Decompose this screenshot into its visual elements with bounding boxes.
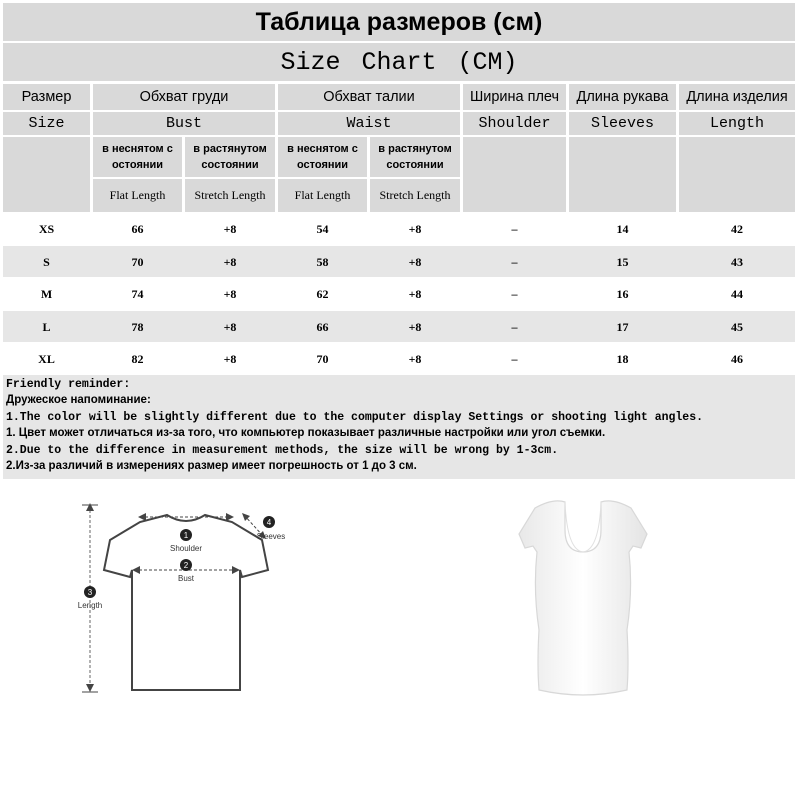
header-sleeves-ru: Длина рукава xyxy=(569,84,676,110)
cell-shoulder: – xyxy=(511,319,518,334)
svg-text:2: 2 xyxy=(183,561,189,570)
cell-length: 46 xyxy=(731,352,743,366)
cell-size: M xyxy=(40,287,53,301)
cell-waist-stretch: +8 xyxy=(408,254,422,269)
cell-length: 43 xyxy=(731,254,743,269)
cell-length: 42 xyxy=(731,222,743,236)
label-length: Length xyxy=(77,601,103,610)
cell-bust-stretch: +8 xyxy=(223,319,237,334)
subheader-waist-flat-ru: в неснятом с остоянии xyxy=(278,137,367,177)
header-shoulder-ru: Ширина плеч xyxy=(463,84,566,110)
note-reminder-en: Friendly reminder: xyxy=(6,378,131,391)
note-line2-en: 2.Due to the difference in measurement methods, the size will be wrong by 1-3cm. xyxy=(6,444,559,457)
svg-text:1: 1 xyxy=(183,531,189,540)
header-length-ru: Длина изделия xyxy=(679,84,795,110)
label-bust: Bust xyxy=(177,574,195,583)
cell-waist-flat: 58 xyxy=(316,254,329,269)
header-size-en: Size xyxy=(3,112,90,135)
cell-size: XS xyxy=(38,222,55,236)
cell-bust-flat: 78 xyxy=(131,319,144,334)
cell-sleeves: 15 xyxy=(616,254,629,269)
cell-bust-stretch: +8 xyxy=(223,287,237,301)
subheader-waist-flat-en: Flat Length xyxy=(278,179,367,212)
cell-bust-flat: 70 xyxy=(131,254,144,269)
note-reminder-ru: Дружеское напоминание: xyxy=(6,394,151,406)
cell-sleeves: 14 xyxy=(616,222,629,236)
cell-length: 45 xyxy=(731,319,743,334)
cell-shoulder: – xyxy=(511,222,518,236)
cell-length: 44 xyxy=(731,287,743,301)
cell-bust-flat: 66 xyxy=(131,222,144,236)
cell-size: XL xyxy=(38,352,55,366)
svg-text:3: 3 xyxy=(87,588,93,597)
cell-size: L xyxy=(42,319,51,334)
note-line1-ru: 1. Цвет может отличаться из-за того, что компьютер показывает различные настройки или угол съемки. xyxy=(6,427,606,439)
subheader-bust-flat-ru: в неснятом с остоянии xyxy=(93,137,182,177)
cell-waist-stretch: +8 xyxy=(408,352,422,366)
cell-waist-stretch: +8 xyxy=(408,319,422,334)
tshirt-outline xyxy=(104,515,268,690)
cell-waist-flat: 66 xyxy=(316,319,329,334)
title-english: Size Chart (CM) xyxy=(3,43,795,81)
cell-size: S xyxy=(43,254,50,269)
subheader-waist-stretch-ru: в растянутом состоянии xyxy=(370,137,460,177)
label-shoulder: Shoulder xyxy=(169,544,203,553)
subheader-size-blank xyxy=(3,137,90,212)
cell-waist-flat: 62 xyxy=(316,287,329,301)
cell-shoulder: – xyxy=(511,287,518,301)
cell-bust-flat: 82 xyxy=(131,352,144,366)
measurement-diagram xyxy=(72,495,302,700)
label-sleeves: Sleeves xyxy=(256,532,286,541)
header-shoulder-en: Shoulder xyxy=(463,112,566,135)
header-length-en: Length xyxy=(679,112,795,135)
header-waist-en: Waist xyxy=(278,112,460,135)
cell-bust-stretch: +8 xyxy=(223,352,237,366)
header-bust-en: Bust xyxy=(93,112,275,135)
cell-sleeves: 16 xyxy=(616,287,629,301)
header-sleeves-en: Sleeves xyxy=(569,112,676,135)
title-russian: Таблица размеров (см) xyxy=(3,3,795,41)
header-waist-ru: Обхват талии xyxy=(278,84,460,110)
header-size-ru: Размер xyxy=(3,84,90,110)
cell-sleeves: 17 xyxy=(616,319,629,334)
header-bust-ru: Обхват груди xyxy=(93,84,275,110)
note-line1-en: 1.The color will be slightly different due to the computer display Settings or shooting light angles. xyxy=(6,411,704,424)
subheader-bust-stretch-ru: в растянутом состоянии xyxy=(185,137,275,177)
cell-bust-flat: 74 xyxy=(131,287,144,301)
subheader-shoulder-blank xyxy=(463,137,566,212)
cell-bust-stretch: +8 xyxy=(223,254,237,269)
subheader-bust-stretch-en: Stretch Length xyxy=(185,179,275,212)
product-photo xyxy=(495,490,670,705)
subheader-length-blank xyxy=(679,137,795,212)
cell-shoulder: – xyxy=(511,254,518,269)
cell-waist-flat: 70 xyxy=(316,352,329,366)
cell-bust-stretch: +8 xyxy=(223,222,237,236)
cell-waist-stretch: +8 xyxy=(408,222,422,236)
cell-sleeves: 18 xyxy=(616,352,629,366)
subheader-sleeves-blank xyxy=(569,137,676,212)
cell-waist-flat: 54 xyxy=(316,222,329,236)
note-line2-ru: 2.Из-за различий в измерениях размер имеет погрешность от 1 до 3 см. xyxy=(6,460,417,472)
subheader-bust-flat-en: Flat Length xyxy=(93,179,182,212)
cell-shoulder: – xyxy=(511,352,518,366)
svg-text:4: 4 xyxy=(266,518,272,527)
cell-waist-stretch: +8 xyxy=(408,287,422,301)
subheader-waist-stretch-en: Stretch Length xyxy=(370,179,460,212)
